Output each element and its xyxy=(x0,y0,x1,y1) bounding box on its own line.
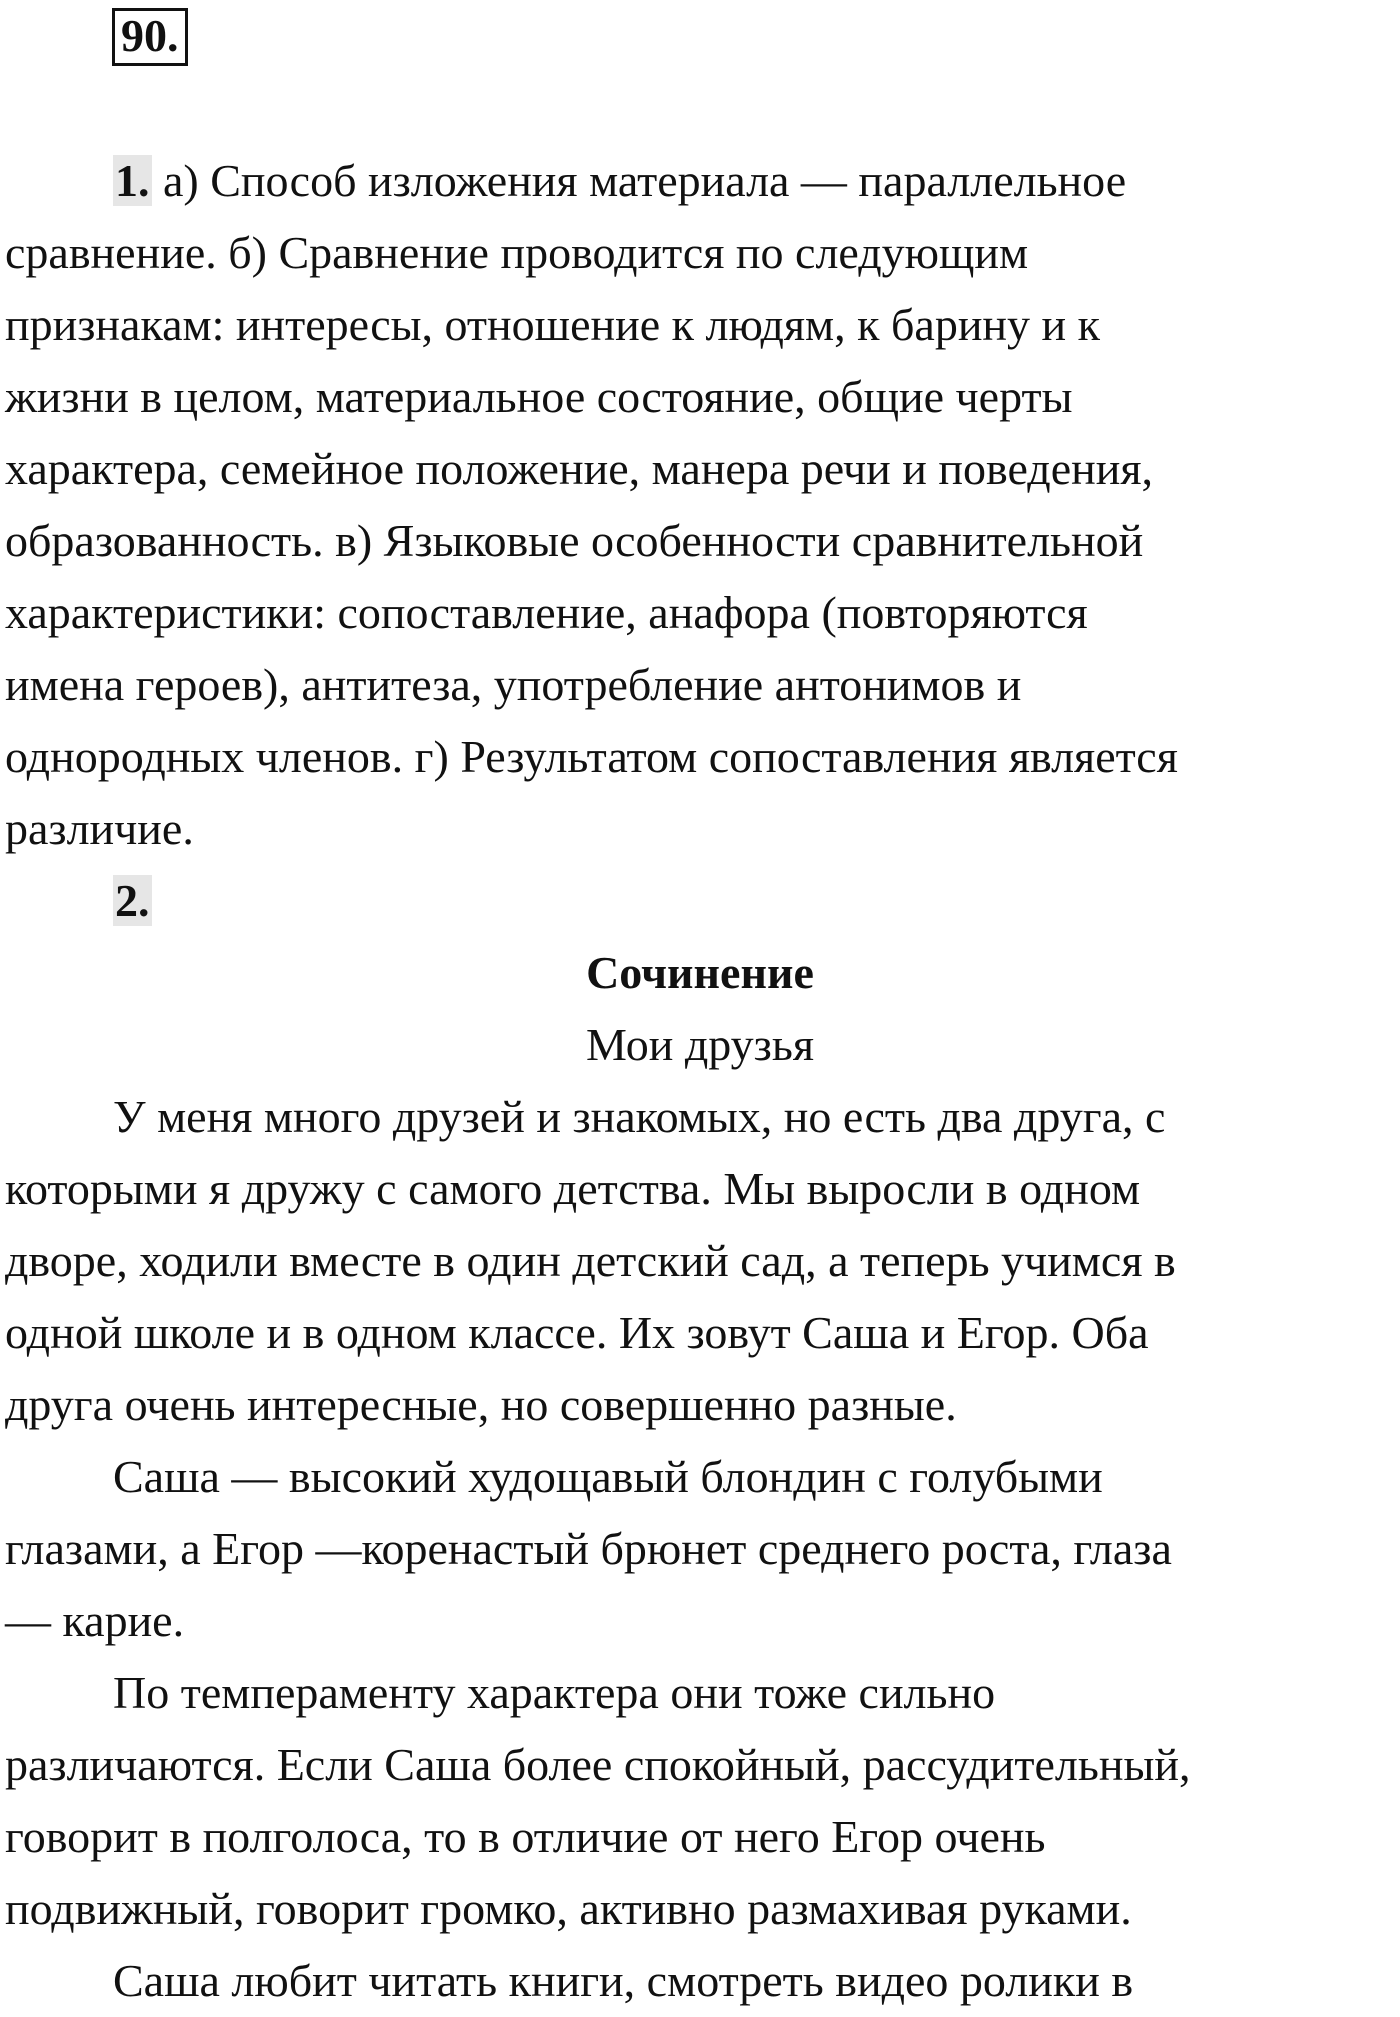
section1-line: характеристики: сопоставление, анафора (повторяются xyxy=(5,587,1088,638)
section1-marker: 1. xyxy=(115,155,150,206)
document-body xyxy=(5,145,1395,2017)
section2-marker-line xyxy=(5,865,1395,937)
essay-line: У меня много друзей и знакомых, но есть два друга, с xyxy=(113,1091,1166,1142)
essay-line: — карие. xyxy=(5,1595,185,1646)
section1-line: различие. xyxy=(5,803,194,854)
section1-line: имена героев), антитеза, употребление антонимов и xyxy=(5,659,1022,710)
essay-line: одной школе и в одном классе. Их зовут Саша и Егор. Оба xyxy=(5,1307,1149,1358)
essay-line: различаются. Если Саша более спокойный, рассудительный, xyxy=(5,1739,1191,1790)
essay-line: подвижный, говорит громко, активно размахивая руками. xyxy=(5,1883,1132,1934)
essay-line: Саша любит читать книги, смотреть видео ролики в xyxy=(113,1955,1134,2006)
essay-line: Саша — высокий худощавый блондин с голубыми xyxy=(113,1451,1103,1502)
section1-line: характера, семейное положение, манера речи и поведения, xyxy=(5,443,1154,494)
section1-line: однородных членов. г) Результатом сопоставления является xyxy=(5,731,1178,782)
essay-line: говорит в полголоса, то в отличие от него Егор очень xyxy=(5,1811,1046,1862)
essay-subtitle: Мои друзья xyxy=(586,1019,814,1070)
essay-line: глазами, а Егор —коренастый брюнет среднего роста, глаза xyxy=(5,1523,1172,1574)
section1-line: образованность. в) Языковые особенности сравнительной xyxy=(5,515,1144,566)
task-number xyxy=(112,8,188,66)
section1-line: жизни в целом, материальное состояние, общие черты xyxy=(5,371,1073,422)
section2-marker: 2. xyxy=(115,875,150,926)
essay-title: Сочинение xyxy=(586,947,814,998)
section1-line: признакам: интересы, отношение к людям, к барину и к xyxy=(5,299,1101,350)
section1-line: сравнение. б) Сравнение проводится по следующим xyxy=(5,227,1029,278)
essay-line: По темпераменту характера они тоже сильно xyxy=(113,1667,996,1718)
task-number-box: 90. xyxy=(112,8,188,66)
essay-line: дворе, ходили вместе в один детский сад, а теперь учимся в xyxy=(5,1235,1176,1286)
section1-line xyxy=(5,145,1395,217)
section1-line-text: а) Способ изложения материала — параллельное xyxy=(163,155,1127,206)
essay-line: которыми я дружу с самого детства. Мы выросли в одном xyxy=(5,1163,1141,1214)
essay-line: друга очень интересные, но совершенно разные. xyxy=(5,1379,957,1430)
